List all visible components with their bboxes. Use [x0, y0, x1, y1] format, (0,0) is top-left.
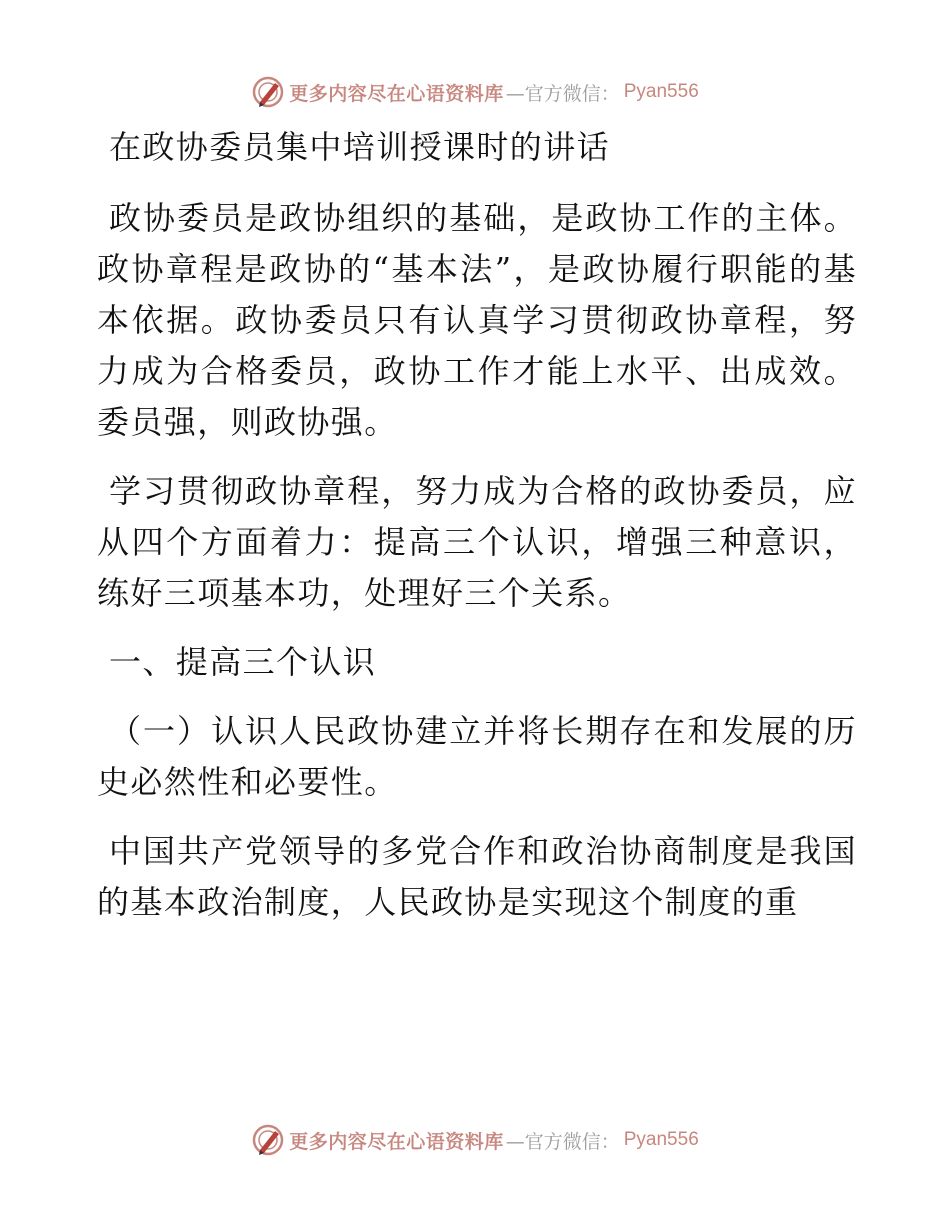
pen-logo-icon [251, 1123, 285, 1157]
footer-brand-text: 更多内容尽在心语资料库 [289, 1130, 504, 1153]
footer-wechat-id: Pyan556 [623, 1129, 699, 1150]
header-official-label: —官方微信： [505, 82, 620, 105]
section-heading-1: 一、提高三个认识 [109, 643, 377, 681]
header-brand-text: 更多内容尽在心语资料库 [289, 82, 504, 105]
paragraph-intro: 政协委员是政协组织的基础，是政协工作的主体。政协章程是政协的“基本法”，是政协履行职能的基本依据。政协委员只有认真学习贯彻政协章程，努力成为合格委员，政协工作才能上水平、出成效。委员强，则政协强。 [97, 199, 857, 441]
subsection-heading-1: （一）认识人民政协建立并将长期存在和发展的历史必然性和必要性。 [97, 712, 857, 801]
document-title: 在政协委员集中培训授课时的讲话 [109, 128, 611, 166]
paragraph-body: 中国共产党领导的多党合作和政治协商制度是我国的基本政治制度，人民政协是实现这个制度的重 [97, 832, 857, 921]
header-banner [0, 72, 950, 112]
footer-banner [0, 1120, 950, 1160]
header-wechat-id: Pyan556 [623, 81, 699, 102]
document-body [97, 122, 857, 946]
paragraph-overview: 学习贯彻政协章程，努力成为合格的政协委员，应从四个方面着力：提高三个认识，增强三种意识，练好三项基本功，处理好三个关系。 [97, 472, 857, 612]
pen-logo-icon [251, 75, 285, 109]
footer-official-label: —官方微信： [505, 1130, 620, 1153]
